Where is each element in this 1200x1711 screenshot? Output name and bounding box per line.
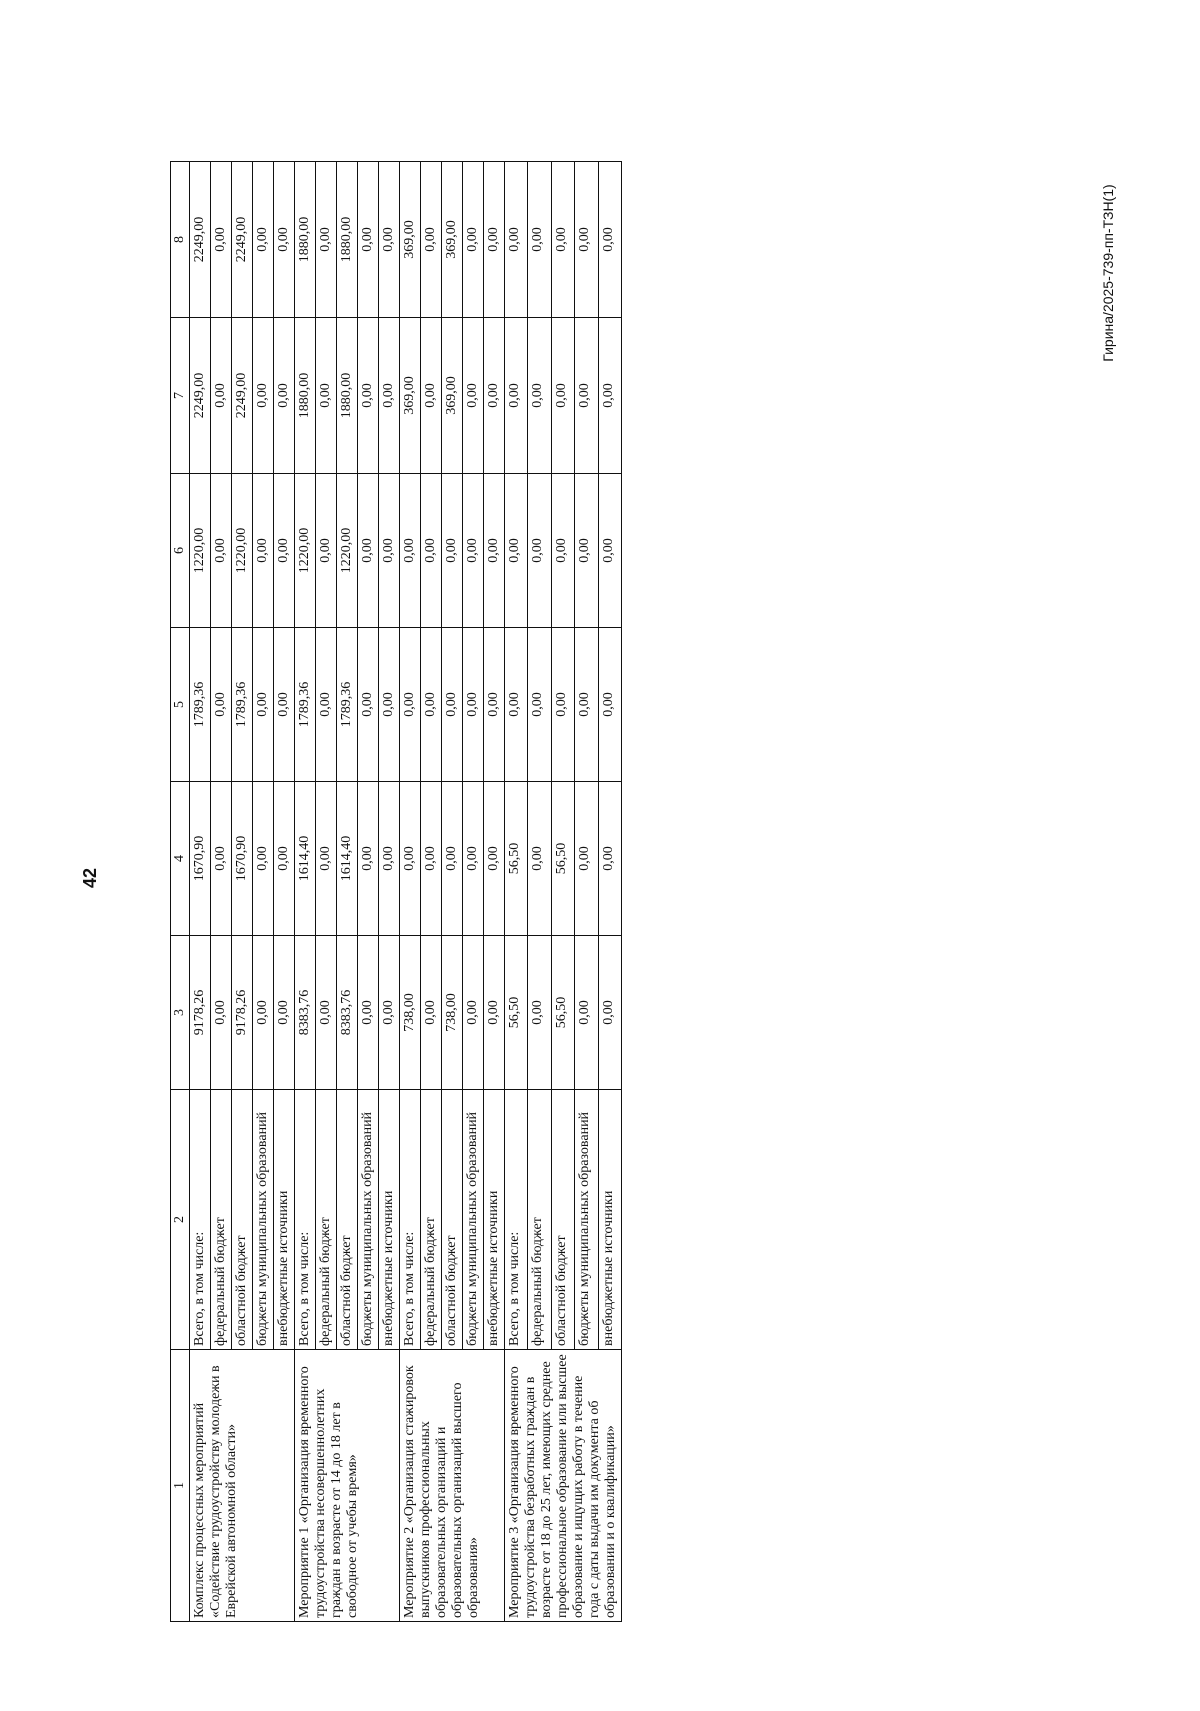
amount-cell: 0,00 [358,162,379,318]
amount-cell: 56,50 [505,936,528,1090]
funding-source-cell: федеральный бюджет [421,1090,442,1350]
amount-cell: 0,00 [505,474,528,628]
amount-cell: 0,00 [598,628,621,782]
amount-cell: 1614,40 [337,782,358,936]
funding-source-cell: внебюджетные источники [598,1090,621,1350]
funding-source-cell: федеральный бюджет [528,1090,551,1350]
column-header: 8 [171,162,190,318]
amount-cell: 56,50 [551,782,574,936]
table-row [400,162,421,1622]
amount-cell: 2249,00 [232,318,253,474]
amount-cell: 1789,36 [232,628,253,782]
amount-cell: 0,00 [400,474,421,628]
amount-cell: 1789,36 [295,628,316,782]
amount-cell: 369,00 [400,318,421,474]
rotated-table-container [170,162,816,1622]
amount-cell: 0,00 [421,628,442,782]
amount-cell: 369,00 [442,318,463,474]
amount-cell: 0,00 [575,162,598,318]
amount-cell: 0,00 [551,628,574,782]
amount-cell: 0,00 [484,628,505,782]
amount-cell: 0,00 [421,782,442,936]
amount-cell: 0,00 [253,474,274,628]
column-header: 6 [171,474,190,628]
column-header: 3 [171,936,190,1090]
funding-source-cell: внебюджетные источники [484,1090,505,1350]
amount-cell: 0,00 [358,936,379,1090]
amount-cell: 0,00 [421,162,442,318]
amount-cell: 0,00 [575,628,598,782]
amount-cell: 0,00 [400,782,421,936]
page-number: 42 [80,867,100,889]
column-header: 5 [171,628,190,782]
column-header: 1 [171,1350,190,1622]
amount-cell: 0,00 [598,318,621,474]
funding-source-cell: внебюджетные источники [274,1090,295,1350]
table-row [505,162,528,1622]
amount-cell: 0,00 [316,628,337,782]
amount-cell: 0,00 [598,474,621,628]
amount-cell: 0,00 [528,474,551,628]
amount-cell: 0,00 [316,162,337,318]
funding-source-cell: Всего, в том числе: [505,1090,528,1350]
amount-cell: 0,00 [484,474,505,628]
amount-cell: 0,00 [253,318,274,474]
amount-cell: 0,00 [211,782,232,936]
amount-cell: 0,00 [551,318,574,474]
amount-cell: 0,00 [528,318,551,474]
amount-cell: 0,00 [575,936,598,1090]
amount-cell: 738,00 [442,936,463,1090]
amount-cell: 1614,40 [295,782,316,936]
amount-cell: 0,00 [484,782,505,936]
amount-cell: 0,00 [505,162,528,318]
amount-cell: 738,00 [400,936,421,1090]
amount-cell: 0,00 [442,474,463,628]
amount-cell: 1789,36 [190,628,211,782]
document-code: Гирина/2025-739-пп-ТЗН(1) [1100,184,1116,362]
amount-cell: 0,00 [463,628,484,782]
amount-cell: 0,00 [442,782,463,936]
amount-cell: 56,50 [551,936,574,1090]
amount-cell: 0,00 [575,782,598,936]
amount-cell: 1670,90 [190,782,211,936]
header-row [171,162,190,1622]
amount-cell: 0,00 [484,936,505,1090]
amount-cell: 56,50 [505,782,528,936]
amount-cell: 369,00 [442,162,463,318]
funding-source-cell: бюджеты муниципальных образований [575,1090,598,1350]
amount-cell: 0,00 [551,474,574,628]
amount-cell: 1880,00 [295,162,316,318]
amount-cell: 0,00 [274,474,295,628]
amount-cell: 1880,00 [295,318,316,474]
amount-cell: 2249,00 [190,162,211,318]
amount-cell: 0,00 [575,474,598,628]
amount-cell: 0,00 [484,318,505,474]
amount-cell: 0,00 [316,936,337,1090]
amount-cell: 0,00 [421,474,442,628]
amount-cell: 9178,26 [190,936,211,1090]
amount-cell: 0,00 [421,936,442,1090]
funding-source-cell: бюджеты муниципальных образований [463,1090,484,1350]
amount-cell: 0,00 [379,162,400,318]
amount-cell: 0,00 [211,628,232,782]
funding-source-cell: федеральный бюджет [316,1090,337,1350]
amount-cell: 0,00 [253,782,274,936]
funding-source-cell: областной бюджет [232,1090,253,1350]
amount-cell: 0,00 [379,628,400,782]
amount-cell: 0,00 [253,162,274,318]
amount-cell: 0,00 [463,318,484,474]
amount-cell: 0,00 [274,936,295,1090]
amount-cell: 0,00 [575,318,598,474]
amount-cell: 1220,00 [295,474,316,628]
funding-source-cell: областной бюджет [551,1090,574,1350]
amount-cell: 0,00 [379,936,400,1090]
amount-cell: 8383,76 [337,936,358,1090]
amount-cell: 0,00 [358,782,379,936]
amount-cell: 0,00 [379,782,400,936]
funding-source-cell: бюджеты муниципальных образований [358,1090,379,1350]
funding-source-cell: федеральный бюджет [211,1090,232,1350]
amount-cell: 0,00 [274,782,295,936]
measure-name-cell: Мероприятие 3 «Организация временного трудоустройства безработных граждан в возрасте от 18 до 25 лет, имеющих среднее профессиональное образование или высшее образование и ищущих работу в течение года с даты выдачи им документа об образовании и о квалификации» [505,1350,622,1622]
amount-cell: 0,00 [551,162,574,318]
amount-cell: 0,00 [211,318,232,474]
amount-cell: 0,00 [598,782,621,936]
amount-cell: 369,00 [400,162,421,318]
amount-cell: 0,00 [211,936,232,1090]
amount-cell: 0,00 [274,628,295,782]
amount-cell: 0,00 [421,318,442,474]
amount-cell: 1220,00 [190,474,211,628]
funding-source-cell: бюджеты муниципальных образований [253,1090,274,1350]
column-header: 7 [171,318,190,474]
amount-cell: 0,00 [463,936,484,1090]
table-row [190,162,211,1622]
amount-cell: 1220,00 [232,474,253,628]
amount-cell: 0,00 [505,318,528,474]
amount-cell: 1789,36 [337,628,358,782]
amount-cell: 0,00 [463,474,484,628]
amount-cell: 0,00 [442,628,463,782]
amount-cell: 1880,00 [337,318,358,474]
amount-cell: 0,00 [316,318,337,474]
amount-cell: 1220,00 [337,474,358,628]
funding-source-cell: областной бюджет [337,1090,358,1350]
funding-source-cell: Всего, в том числе: [400,1090,421,1350]
funding-source-cell: Всего, в том числе: [190,1090,211,1350]
amount-cell: 0,00 [505,628,528,782]
amount-cell: 2249,00 [190,318,211,474]
column-header: 2 [171,1090,190,1350]
amount-cell: 0,00 [463,162,484,318]
amount-cell: 0,00 [253,936,274,1090]
amount-cell: 0,00 [400,628,421,782]
amount-cell: 0,00 [253,628,274,782]
amount-cell: 0,00 [528,162,551,318]
amount-cell: 0,00 [379,474,400,628]
amount-cell: 0,00 [358,318,379,474]
amount-cell: 1670,90 [232,782,253,936]
funding-source-cell: областной бюджет [442,1090,463,1350]
budget-table [170,161,622,1622]
amount-cell: 0,00 [211,162,232,318]
amount-cell: 0,00 [358,474,379,628]
amount-cell: 0,00 [379,318,400,474]
measure-name-cell: Мероприятие 2 «Организация стажировок выпускников профессиональных образовательных организаций и образовательных организаций высшего образования» [400,1350,505,1622]
column-header: 4 [171,782,190,936]
amount-cell: 0,00 [274,318,295,474]
funding-source-cell: внебюджетные источники [379,1090,400,1350]
amount-cell: 0,00 [463,782,484,936]
funding-source-cell: Всего, в том числе: [295,1090,316,1350]
amount-cell: 0,00 [316,474,337,628]
amount-cell: 1880,00 [337,162,358,318]
amount-cell: 9178,26 [232,936,253,1090]
amount-cell: 8383,76 [295,936,316,1090]
amount-cell: 0,00 [211,474,232,628]
amount-cell: 0,00 [528,782,551,936]
amount-cell: 2249,00 [232,162,253,318]
amount-cell: 0,00 [528,628,551,782]
measure-name-cell: Мероприятие 1 «Организация временного трудоустройства несовершеннолетних граждан в возрасте от 14 до 18 лет в свободное от учебы время» [295,1350,400,1622]
amount-cell: 0,00 [528,936,551,1090]
measure-name-cell: Комплекс процессных мероприятий «Содействие трудоустройству молодежи в Еврейской автономной области» [190,1350,295,1622]
amount-cell: 0,00 [484,162,505,318]
amount-cell: 0,00 [274,162,295,318]
amount-cell: 0,00 [598,162,621,318]
table-body [190,162,622,1622]
table-row [295,162,316,1622]
amount-cell: 0,00 [316,782,337,936]
amount-cell: 0,00 [598,936,621,1090]
amount-cell: 0,00 [358,628,379,782]
